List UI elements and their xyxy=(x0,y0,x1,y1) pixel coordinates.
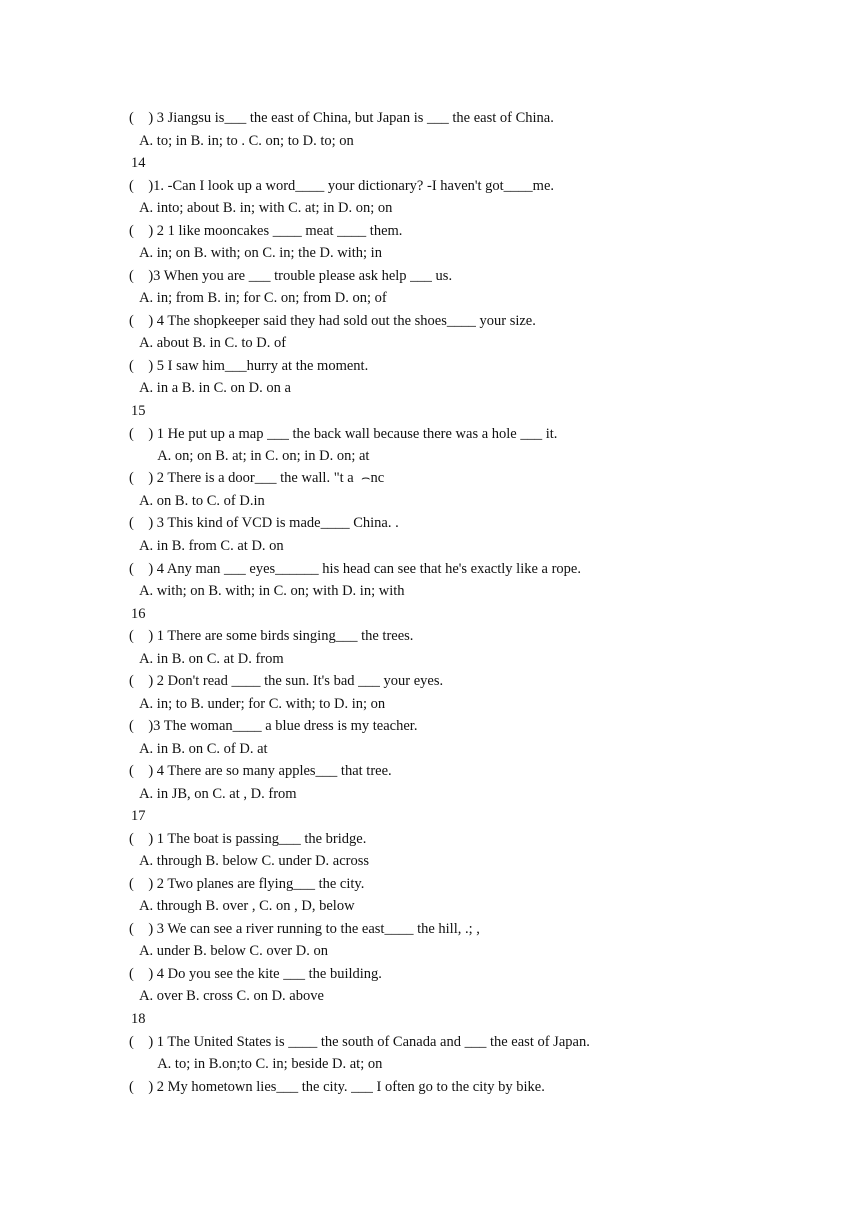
text-line: A. to; in B. in; to . C. on; to D. to; on xyxy=(129,133,354,149)
text-line: ( ) 4 There are so many apples___ that tree. xyxy=(129,763,392,779)
text-line: ( ) 2 Don't read ____ the sun. It's bad ___ your eyes. xyxy=(129,673,444,689)
section-number: 15 xyxy=(131,403,146,419)
text-line: A. in JB, on C. at , D. from xyxy=(129,786,297,802)
text-line: ( ) 4 The shopkeeper said they had sold out the shoes____ your size. xyxy=(129,313,536,329)
text-line: ( ) 3 We can see a river running to the east____ the hill, .; , xyxy=(129,921,480,937)
text-line: ( ) 2 Two planes are flying___ the city. xyxy=(129,876,365,892)
text-line: A. to; in B.on;to C. in; beside D. at; on xyxy=(129,1056,383,1072)
text-line: A. in; on B. with; on C. in; the D. with; in xyxy=(129,245,382,261)
text-line: A. on; on B. at; in C. on; in D. on; at xyxy=(129,448,370,464)
text-line: A. into; about B. in; with C. at; in D. on; on xyxy=(129,200,393,216)
text-line: ( ) 5 I saw him___hurry at the moment. xyxy=(129,358,369,374)
section-number: 14 xyxy=(131,155,146,171)
text-line: A. under B. below C. over D. on xyxy=(129,943,328,959)
text-line: A. through B. over , C. on , D, below xyxy=(129,898,355,914)
text-line: ( ) 4 Any man ___ eyes______ his head can see that he's exactly like a rope. xyxy=(129,561,581,577)
text-line: A. about B. in C. to D. of xyxy=(129,335,287,351)
text-line: A. with; on B. with; in C. on; with D. in; with xyxy=(129,583,405,599)
text-line: A. in B. on C. at D. from xyxy=(129,651,284,667)
text-line: A. on B. to C. of D.in xyxy=(129,493,265,509)
text-line: A. in a B. in C. on D. on a xyxy=(129,380,291,396)
text-line: ( ) 3 Jiangsu is___ the east of China, but Japan is ___ the east of China. xyxy=(129,110,554,126)
text-line: ( ) 1 There are some birds singing___ the trees. xyxy=(129,628,414,644)
text-line: A. through B. below C. under D. across xyxy=(129,853,370,869)
text-line: ( ) 1 The boat is passing___ the bridge. xyxy=(129,831,367,847)
text-line: ( ) 2 My hometown lies___ the city. ___ I often go to the city by bike. xyxy=(129,1079,545,1095)
text-line: ( )1. -Can I look up a word____ your dictionary? -I haven't got____me. xyxy=(129,178,555,194)
text-line: A. in B. on C. of D. at xyxy=(129,741,268,757)
text-line: ( )3 The woman____ a blue dress is my teacher. xyxy=(129,718,418,734)
text-line: ( ) 1 The United States is ____ the south of Canada and ___ the east of Japan. xyxy=(129,1034,590,1050)
section-number: 18 xyxy=(131,1011,146,1027)
text-line: A. in; to B. under; for C. with; to D. in; on xyxy=(129,696,386,712)
text-line: ( ) 1 He put up a map ___ the back wall because there was a hole ___ it. xyxy=(129,426,558,442)
section-number: 17 xyxy=(131,808,146,824)
text-line: ( ) 2 1 like mooncakes ____ meat ____ them. xyxy=(129,223,403,239)
text-line: A. over B. cross C. on D. above xyxy=(129,988,324,1004)
text-line: A. in B. from C. at D. on xyxy=(129,538,284,554)
section-number: 16 xyxy=(131,606,146,622)
text-line: ( ) 4 Do you see the kite ___ the building. xyxy=(129,966,382,982)
text-line: ( ) 3 This kind of VCD is made____ China. . xyxy=(129,515,399,531)
text-line: A. in; from B. in; for C. on; from D. on; of xyxy=(129,290,387,306)
text-line: ( )3 When you are ___ trouble please ask help ___ us. xyxy=(129,268,453,284)
text-line: ( ) 2 There is a door___ the wall. "t a ⌢nc xyxy=(129,470,385,486)
